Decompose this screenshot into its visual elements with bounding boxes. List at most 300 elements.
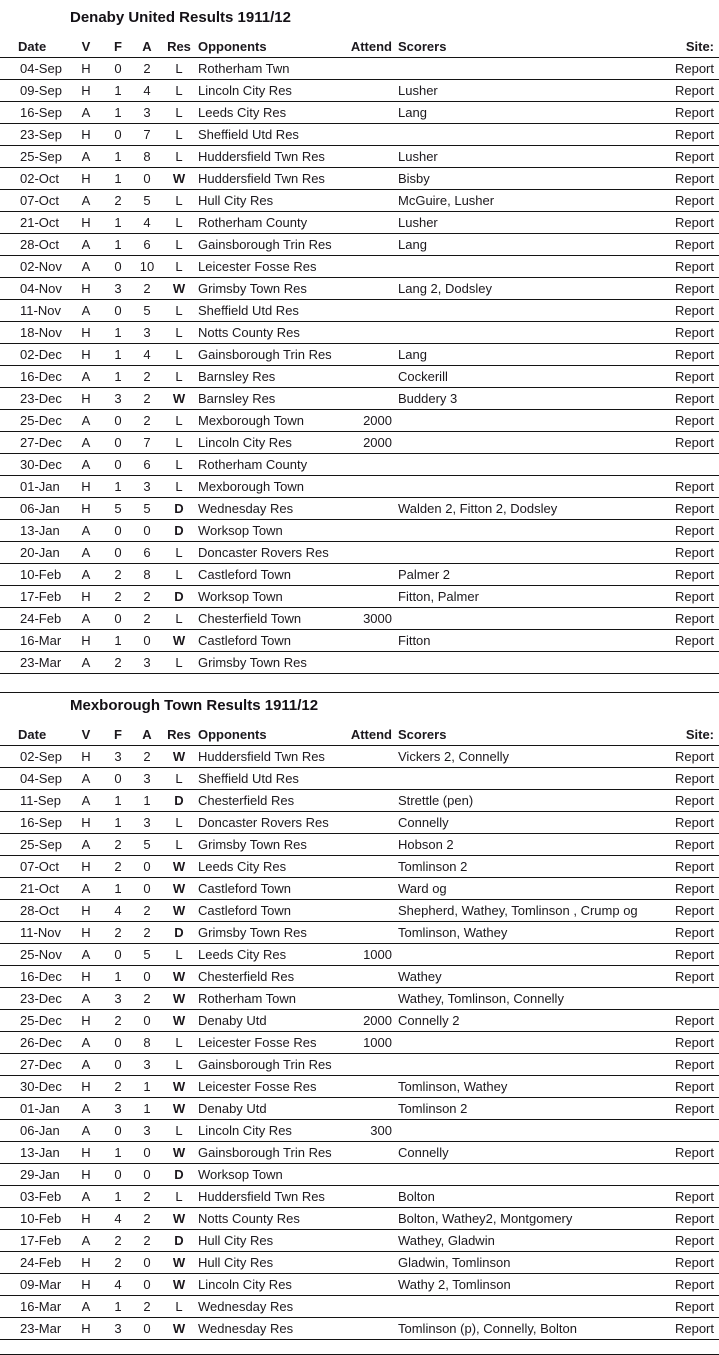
cell-site bbox=[660, 1099, 719, 1119]
table-row bbox=[0, 790, 719, 812]
cell-goals-against: 2 bbox=[143, 902, 151, 918]
report-link[interactable]: Report bbox=[674, 148, 714, 164]
cell-venue: A bbox=[81, 1188, 91, 1204]
report-link[interactable]: Report bbox=[674, 632, 714, 648]
cell-opponents: Gainsborough Trin Res bbox=[198, 1144, 332, 1160]
cell-opponents: Rotherham Town bbox=[198, 990, 297, 1006]
cell-site bbox=[660, 345, 719, 365]
cell-opponents: Grimsby Town Res bbox=[198, 654, 307, 670]
cell-scorers: Tomlinson 2 bbox=[398, 1100, 468, 1116]
report-link[interactable]: Report bbox=[674, 60, 714, 76]
cell-goals-for: 1 bbox=[114, 632, 122, 648]
cell-opponents: Rotherham County bbox=[198, 456, 308, 472]
cell-result: L bbox=[175, 610, 183, 626]
cell-site bbox=[660, 125, 719, 145]
cell-opponents: Chesterfield Town bbox=[198, 610, 302, 626]
cell-opponents: Lincoln City Res bbox=[198, 1276, 292, 1292]
cell-opponents: Sheffield Utd Res bbox=[198, 770, 299, 786]
cell-venue: H bbox=[81, 1012, 91, 1028]
cell-opponents: Notts County Res bbox=[198, 324, 300, 340]
report-link[interactable]: Report bbox=[674, 1012, 714, 1028]
cell-opponents: Leicester Fosse Res bbox=[198, 1078, 317, 1094]
cell-site bbox=[660, 1297, 719, 1317]
cell-goals-against: 0 bbox=[143, 1276, 151, 1292]
report-link[interactable]: Report bbox=[674, 814, 714, 830]
cell-date: 09-Mar bbox=[20, 1276, 62, 1292]
cell-goals-against: 0 bbox=[143, 968, 151, 984]
cell-goals-against: 2 bbox=[143, 924, 151, 940]
cell-venue: H bbox=[81, 858, 91, 874]
report-link[interactable]: Report bbox=[674, 968, 714, 984]
table-row bbox=[0, 586, 719, 608]
report-link[interactable]: Report bbox=[674, 434, 714, 450]
cell-result: L bbox=[175, 836, 183, 852]
table-row bbox=[0, 410, 719, 432]
cell-date: 23-Mar bbox=[20, 1320, 62, 1336]
cell-result: L bbox=[175, 368, 183, 384]
cell-goals-against: 1 bbox=[143, 1078, 151, 1094]
cell-goals-for: 2 bbox=[114, 566, 122, 582]
cell-site bbox=[660, 1055, 719, 1075]
cell-opponents: Wednesday Res bbox=[198, 1320, 294, 1336]
report-link[interactable]: Report bbox=[674, 880, 714, 896]
cell-venue: H bbox=[81, 1144, 91, 1160]
report-link[interactable]: Report bbox=[674, 1298, 714, 1314]
cell-site bbox=[660, 147, 719, 167]
report-link[interactable]: Report bbox=[674, 770, 714, 786]
cell-opponents: Rotherham Twn bbox=[198, 60, 290, 76]
table-header-row bbox=[0, 725, 719, 746]
cell-venue: A bbox=[81, 946, 91, 962]
cell-venue: A bbox=[81, 1056, 91, 1072]
report-link[interactable]: Report bbox=[674, 1210, 714, 1226]
cell-scorers: Wathey bbox=[398, 968, 442, 984]
table-row bbox=[0, 1076, 719, 1098]
cell-venue: A bbox=[81, 368, 91, 384]
cell-venue: H bbox=[81, 324, 91, 340]
cell-venue: H bbox=[81, 478, 91, 494]
cell-goals-for: 0 bbox=[114, 302, 122, 318]
cell-opponents: Leeds City Res bbox=[198, 858, 287, 874]
cell-goals-against: 0 bbox=[143, 1166, 151, 1182]
cell-goals-for: 1 bbox=[114, 814, 122, 830]
table-row bbox=[0, 630, 719, 652]
table-row bbox=[0, 278, 719, 300]
table-row bbox=[0, 454, 719, 476]
cell-opponents: Gainsborough Trin Res bbox=[198, 236, 332, 252]
cell-date: 16-Dec bbox=[20, 368, 62, 384]
table-row bbox=[0, 1164, 719, 1186]
cell-goals-against: 2 bbox=[143, 1232, 151, 1248]
cell-site bbox=[660, 1319, 719, 1339]
report-link[interactable]: Report bbox=[674, 566, 714, 582]
cell-opponents: Lincoln City Res bbox=[198, 82, 292, 98]
cell-result: D bbox=[174, 1166, 184, 1182]
cell-site bbox=[660, 813, 719, 833]
cell-opponents: Castleford Town bbox=[198, 880, 291, 896]
cell-result: W bbox=[172, 1144, 186, 1160]
report-link[interactable]: Report bbox=[674, 478, 714, 494]
cell-goals-for: 1 bbox=[114, 792, 122, 808]
cell-site bbox=[660, 477, 719, 497]
cell-venue: H bbox=[81, 968, 91, 984]
cell-site bbox=[660, 835, 719, 855]
cell-site bbox=[660, 169, 719, 189]
cell-venue: A bbox=[81, 236, 91, 252]
cell-opponents: Huddersfield Twn Res bbox=[198, 170, 325, 186]
cell-opponents: Hull City Res bbox=[198, 192, 274, 208]
header-date: Date bbox=[18, 727, 47, 742]
header-against: A bbox=[142, 727, 152, 742]
cell-result: L bbox=[175, 1056, 183, 1072]
cell-opponents: Huddersfield Twn Res bbox=[198, 148, 325, 164]
report-link[interactable]: Report bbox=[674, 902, 714, 918]
cell-scorers: Bisby bbox=[398, 170, 430, 186]
cell-goals-for: 0 bbox=[114, 412, 122, 428]
table-row bbox=[0, 988, 719, 1010]
header-opponents: Opponents bbox=[198, 39, 267, 54]
cell-goals-for: 3 bbox=[114, 748, 122, 764]
cell-goals-for: 4 bbox=[114, 902, 122, 918]
cell-goals-against: 0 bbox=[143, 858, 151, 874]
cell-opponents: Huddersfield Twn Res bbox=[198, 748, 325, 764]
report-link[interactable]: Report bbox=[674, 214, 714, 230]
cell-result: L bbox=[175, 814, 183, 830]
header-site: Site: bbox=[685, 39, 714, 54]
header-attendance: Attend bbox=[350, 39, 392, 54]
report-link[interactable]: Report bbox=[674, 522, 714, 538]
cell-result: W bbox=[172, 1012, 186, 1028]
cell-site bbox=[660, 769, 719, 789]
cell-result: W bbox=[172, 968, 186, 984]
cell-site bbox=[660, 1275, 719, 1295]
report-link[interactable]: Report bbox=[674, 1188, 714, 1204]
cell-goals-against: 2 bbox=[143, 368, 151, 384]
cell-result: L bbox=[175, 82, 183, 98]
cell-venue: A bbox=[81, 192, 91, 208]
table-row bbox=[0, 922, 719, 944]
cell-scorers: Fitton, Palmer bbox=[398, 588, 479, 604]
cell-goals-for: 0 bbox=[114, 456, 122, 472]
cell-goals-for: 2 bbox=[114, 1012, 122, 1028]
cell-scorers: Walden 2, Fitton 2, Dodsley bbox=[398, 500, 558, 516]
cell-site bbox=[660, 1253, 719, 1273]
header-scorers: Scorers bbox=[398, 727, 447, 742]
table-row bbox=[0, 498, 719, 520]
table-row bbox=[0, 322, 719, 344]
cell-site bbox=[660, 1033, 719, 1053]
cell-date: 17-Feb bbox=[20, 588, 62, 604]
report-link[interactable]: Report bbox=[674, 924, 714, 940]
cell-scorers: Connelly bbox=[398, 814, 449, 830]
cell-scorers: Lusher bbox=[398, 214, 438, 230]
cell-site bbox=[660, 389, 719, 409]
cell-goals-against: 2 bbox=[143, 990, 151, 1006]
report-link[interactable]: Report bbox=[674, 412, 714, 428]
cell-goals-for: 4 bbox=[114, 1276, 122, 1292]
cell-result: L bbox=[175, 258, 183, 274]
cell-venue: A bbox=[81, 544, 91, 560]
cell-venue: H bbox=[81, 82, 91, 98]
cell-date: 03-Feb bbox=[20, 1188, 62, 1204]
cell-scorers: McGuire, Lusher bbox=[398, 192, 495, 208]
cell-goals-for: 1 bbox=[114, 968, 122, 984]
cell-opponents: Castleford Town bbox=[198, 632, 291, 648]
cell-venue: A bbox=[81, 434, 91, 450]
cell-goals-against: 6 bbox=[143, 544, 151, 560]
results-table bbox=[0, 0, 719, 674]
report-link[interactable]: Report bbox=[674, 324, 714, 340]
cell-scorers: Buddery 3 bbox=[398, 390, 458, 406]
cell-date: 25-Sep bbox=[20, 148, 62, 164]
cell-opponents: Grimsby Town Res bbox=[198, 836, 307, 852]
report-link[interactable]: Report bbox=[674, 258, 714, 274]
header-for: F bbox=[114, 727, 122, 742]
cell-goals-for: 2 bbox=[114, 654, 122, 670]
cell-venue: H bbox=[81, 748, 91, 764]
cell-date: 16-Sep bbox=[20, 814, 62, 830]
cell-venue: H bbox=[81, 1166, 91, 1182]
cell-result: W bbox=[172, 390, 186, 406]
cell-result: L bbox=[175, 236, 183, 252]
cell-scorers: Ward og bbox=[398, 880, 447, 896]
cell-opponents: Doncaster Rovers Res bbox=[198, 814, 329, 830]
cell-venue: H bbox=[81, 902, 91, 918]
report-link[interactable]: Report bbox=[674, 836, 714, 852]
report-link[interactable]: Report bbox=[674, 588, 714, 604]
cell-result: D bbox=[174, 792, 184, 808]
header-result: Res bbox=[167, 727, 191, 742]
cell-date: 21-Oct bbox=[20, 214, 60, 230]
cell-date: 21-Oct bbox=[20, 880, 60, 896]
cell-goals-against: 5 bbox=[143, 500, 151, 516]
cell-site bbox=[660, 923, 719, 943]
cell-result: L bbox=[175, 148, 183, 164]
cell-date: 27-Dec bbox=[20, 434, 62, 450]
report-link[interactable]: Report bbox=[674, 1232, 714, 1248]
table-row bbox=[0, 146, 719, 168]
cell-venue: H bbox=[81, 126, 91, 142]
cell-goals-against: 2 bbox=[143, 1298, 151, 1314]
report-link[interactable]: Report bbox=[674, 544, 714, 560]
cell-goals-for: 0 bbox=[114, 544, 122, 560]
cell-scorers: Bolton bbox=[398, 1188, 435, 1204]
report-link[interactable]: Report bbox=[674, 1144, 714, 1160]
table-row bbox=[0, 1054, 719, 1076]
cell-goals-for: 3 bbox=[114, 390, 122, 406]
cell-goals-against: 6 bbox=[143, 236, 151, 252]
cell-scorers: Connelly bbox=[398, 1144, 449, 1160]
header-result: Res bbox=[167, 39, 191, 54]
report-link[interactable]: Report bbox=[674, 1320, 714, 1336]
cell-result: D bbox=[174, 924, 184, 940]
report-link[interactable]: Report bbox=[674, 1254, 714, 1270]
cell-goals-for: 4 bbox=[114, 1210, 122, 1226]
cell-goals-against: 3 bbox=[143, 814, 151, 830]
cell-date: 16-Sep bbox=[20, 104, 62, 120]
header-spacer bbox=[0, 27, 719, 37]
cell-goals-for: 0 bbox=[114, 770, 122, 786]
cell-scorers: Tomlinson 2 bbox=[398, 858, 468, 874]
cell-site bbox=[660, 81, 719, 101]
cell-result: L bbox=[175, 192, 183, 208]
report-link[interactable]: Report bbox=[674, 1078, 714, 1094]
report-link[interactable]: Report bbox=[674, 1100, 714, 1116]
report-link[interactable]: Report bbox=[674, 748, 714, 764]
cell-result: L bbox=[175, 654, 183, 670]
cell-scorers: Hobson 2 bbox=[398, 836, 454, 852]
cell-site bbox=[660, 367, 719, 387]
cell-venue: A bbox=[81, 104, 91, 120]
table-title: Denaby United Results 1911/12 bbox=[70, 9, 291, 26]
cell-site bbox=[660, 1187, 719, 1207]
cell-date: 30-Dec bbox=[20, 456, 62, 472]
cell-scorers: Lang bbox=[398, 236, 427, 252]
cell-goals-against: 0 bbox=[143, 632, 151, 648]
cell-date: 18-Nov bbox=[20, 324, 62, 340]
cell-venue: H bbox=[81, 214, 91, 230]
report-link[interactable]: Report bbox=[674, 946, 714, 962]
cell-venue: A bbox=[81, 258, 91, 274]
cell-result: L bbox=[175, 1034, 183, 1050]
header-spacer bbox=[0, 715, 719, 725]
cell-goals-against: 3 bbox=[143, 1056, 151, 1072]
cell-goals-for: 1 bbox=[114, 236, 122, 252]
cell-result: W bbox=[172, 632, 186, 648]
cell-goals-for: 2 bbox=[114, 924, 122, 940]
cell-venue: A bbox=[81, 1034, 91, 1050]
table-row bbox=[0, 102, 719, 124]
report-link[interactable]: Report bbox=[674, 1034, 714, 1050]
cell-opponents: Denaby Utd bbox=[198, 1100, 267, 1116]
cell-opponents: Hull City Res bbox=[198, 1232, 274, 1248]
cell-venue: A bbox=[81, 792, 91, 808]
cell-goals-for: 0 bbox=[114, 1034, 122, 1050]
cell-goals-against: 10 bbox=[139, 258, 155, 274]
cell-venue: A bbox=[81, 412, 91, 428]
report-link[interactable]: Report bbox=[674, 82, 714, 98]
header-site: Site: bbox=[685, 727, 714, 742]
cell-date: 27-Dec bbox=[20, 1056, 62, 1072]
cell-goals-for: 0 bbox=[114, 610, 122, 626]
table-row bbox=[0, 944, 719, 966]
report-link[interactable]: Report bbox=[674, 500, 714, 516]
cell-site bbox=[660, 967, 719, 987]
table-row bbox=[0, 1230, 719, 1252]
cell-result: L bbox=[175, 946, 183, 962]
cell-goals-against: 8 bbox=[143, 566, 151, 582]
cell-goals-for: 0 bbox=[114, 1122, 122, 1138]
report-link[interactable]: Report bbox=[674, 236, 714, 252]
report-link[interactable]: Report bbox=[674, 792, 714, 808]
cell-goals-for: 1 bbox=[114, 104, 122, 120]
cell-goals-against: 3 bbox=[143, 478, 151, 494]
cell-goals-for: 2 bbox=[114, 1078, 122, 1094]
table-row bbox=[0, 234, 719, 256]
cell-date: 02-Sep bbox=[20, 748, 62, 764]
cell-goals-against: 3 bbox=[143, 104, 151, 120]
report-link[interactable]: Report bbox=[674, 302, 714, 318]
table-row bbox=[0, 856, 719, 878]
cell-result: W bbox=[172, 1078, 186, 1094]
cell-result: D bbox=[174, 522, 184, 538]
cell-goals-for: 0 bbox=[114, 522, 122, 538]
cell-opponents: Huddersfield Twn Res bbox=[198, 1188, 325, 1204]
cell-goals-against: 3 bbox=[143, 654, 151, 670]
cell-scorers: Wathey, Gladwin bbox=[398, 1232, 495, 1248]
cell-goals-against: 2 bbox=[143, 390, 151, 406]
cell-opponents: Rotherham County bbox=[198, 214, 308, 230]
cell-goals-against: 0 bbox=[143, 1012, 151, 1028]
cell-result: D bbox=[174, 500, 184, 516]
cell-date: 11-Sep bbox=[20, 792, 61, 808]
report-link[interactable]: Report bbox=[674, 390, 714, 406]
cell-date: 24-Feb bbox=[20, 610, 62, 626]
cell-site bbox=[660, 59, 719, 79]
cell-goals-for: 1 bbox=[114, 1188, 122, 1204]
cell-result: L bbox=[175, 1298, 183, 1314]
report-link[interactable]: Report bbox=[674, 126, 714, 142]
cell-site bbox=[660, 609, 719, 629]
cell-site bbox=[660, 191, 719, 211]
cell-result: L bbox=[175, 60, 183, 76]
cell-opponents: Mexborough Town bbox=[198, 478, 304, 494]
cell-opponents: Hull City Res bbox=[198, 1254, 274, 1270]
table-row bbox=[0, 768, 719, 790]
cell-opponents: Sheffield Utd Res bbox=[198, 302, 299, 318]
cell-result: L bbox=[175, 346, 183, 362]
cell-goals-for: 0 bbox=[114, 258, 122, 274]
cell-result: W bbox=[172, 1210, 186, 1226]
cell-goals-against: 2 bbox=[143, 1188, 151, 1204]
cell-scorers: Fitton bbox=[398, 632, 431, 648]
cell-venue: A bbox=[81, 654, 91, 670]
cell-date: 11-Nov bbox=[20, 302, 61, 318]
table-row bbox=[0, 124, 719, 146]
report-link[interactable]: Report bbox=[674, 858, 714, 874]
cell-goals-for: 1 bbox=[114, 368, 122, 384]
report-link[interactable]: Report bbox=[674, 346, 714, 362]
cell-venue: H bbox=[81, 390, 91, 406]
cell-date: 02-Oct bbox=[20, 170, 60, 186]
report-link[interactable]: Report bbox=[674, 280, 714, 296]
report-link[interactable]: Report bbox=[674, 610, 714, 626]
cell-site bbox=[660, 103, 719, 123]
cell-site bbox=[660, 279, 719, 299]
cell-venue: A bbox=[81, 1298, 91, 1314]
cell-venue: H bbox=[81, 60, 91, 76]
report-link[interactable]: Report bbox=[674, 1276, 714, 1292]
cell-goals-against: 2 bbox=[143, 60, 151, 76]
cell-scorers: Connelly 2 bbox=[398, 1012, 460, 1028]
cell-scorers: Lusher bbox=[398, 82, 438, 98]
report-link[interactable]: Report bbox=[674, 104, 714, 120]
header-against: A bbox=[142, 39, 152, 54]
report-link[interactable]: Report bbox=[674, 192, 714, 208]
cell-site bbox=[660, 1231, 719, 1251]
report-link[interactable]: Report bbox=[674, 368, 714, 384]
table-row bbox=[0, 1208, 719, 1230]
table-row bbox=[0, 168, 719, 190]
cell-date: 01-Jan bbox=[20, 478, 60, 494]
report-link[interactable]: Report bbox=[674, 1056, 714, 1072]
report-link[interactable]: Report bbox=[674, 170, 714, 186]
cell-venue: A bbox=[81, 770, 91, 786]
cell-result: W bbox=[172, 1254, 186, 1270]
cell-goals-for: 1 bbox=[114, 214, 122, 230]
cell-result: L bbox=[175, 1122, 183, 1138]
cell-venue: H bbox=[81, 632, 91, 648]
